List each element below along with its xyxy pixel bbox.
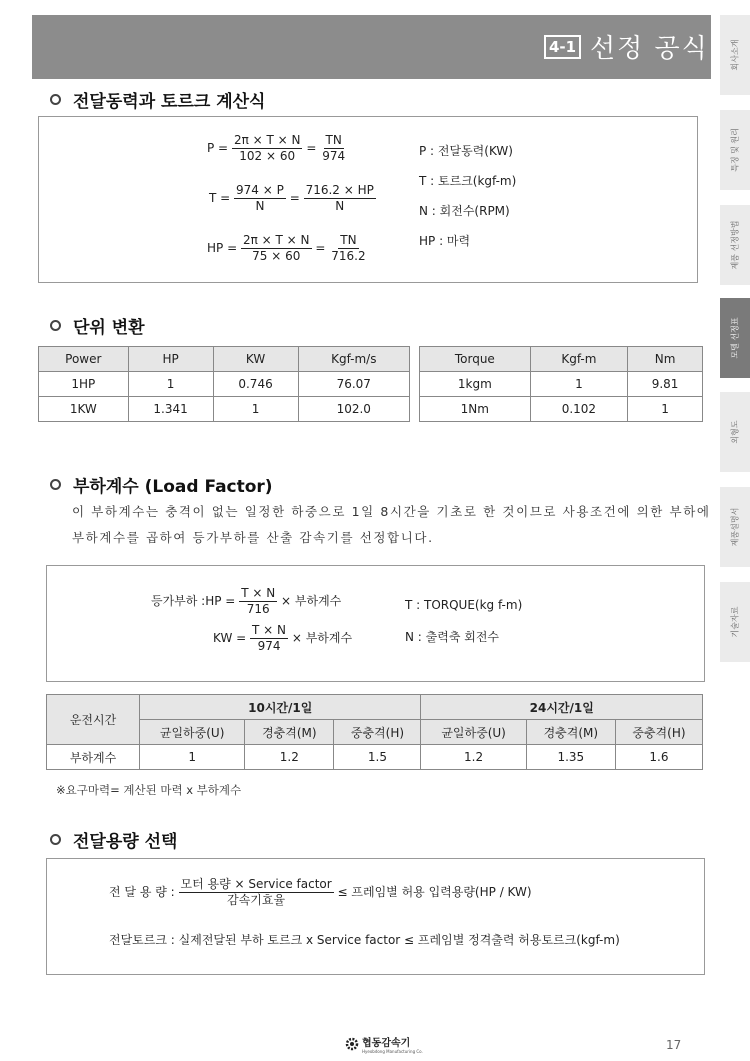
table-row: 1kgm 1 9.81 — [420, 372, 703, 397]
formula-box-2 — [46, 565, 705, 682]
note-required-power: ※요구마력= 계산된 마력 x 부하계수 — [56, 783, 242, 797]
formula-transmission-capacity: 전 달 용 량 : $\frac{\text{모터 용량 × Service factor}}{\text{감속기효율}}$ ≤ 프레임별 허용 입력용량(HP / KW) — [109, 877, 532, 907]
side-tab-tech-data[interactable]: 기술자료 — [720, 582, 750, 662]
footer-logo: 협동감속기 Hyeobdong Manufacturing Co. — [345, 1036, 423, 1055]
paragraph-line-1: 이 부하계수는 충격이 없는 일정한 하중으로 1일 8시간을 기초로 한 것이므로 사용조건에 의한 부하에 — [72, 504, 711, 519]
gear-icon — [345, 1036, 359, 1055]
table-header-row: Torque Kgf-m Nm — [420, 347, 703, 372]
section-title-unit-conversion: 단위 변환 — [50, 313, 145, 338]
legend-n: N : 회전수(RPM) — [419, 204, 510, 218]
header-bar — [32, 15, 711, 79]
side-tab-manual[interactable]: 제품설명서 — [720, 487, 750, 567]
table-row: 1Nm 0.102 1 — [420, 397, 703, 422]
legend-t: T : 토르크(kgf-m) — [419, 174, 517, 188]
legend-output-rpm: N : 출력축 회전수 — [405, 630, 500, 644]
torque-conversion-table — [419, 346, 703, 422]
side-tab-features[interactable]: 특징 및 원리 — [720, 110, 750, 190]
paragraph-line-2: 부하계수를 곱하여 등가부하를 산출 감속기를 선정합니다. — [72, 530, 434, 545]
formula-hp: HP = $\frac{2\pi \times T \times N}{75 \times 60}$ = $\frac{TN}{716.2}$ — [207, 233, 366, 263]
table-row: 1KW 1.341 1 102.0 — [39, 397, 410, 422]
legend-torque: T : TORQUE(kg f-m) — [405, 598, 523, 612]
legend-p: P : 전달동력(KW) — [419, 144, 513, 158]
table-subheader-row: 균일하중(U) 경충격(M) 중충격(H) 균일하중(U) 경충격(M) 중충격(H) — [47, 720, 703, 745]
power-conversion-table — [38, 346, 410, 422]
section-number: 4-1 — [544, 35, 581, 59]
bullet-icon — [50, 479, 61, 490]
formula-box-3 — [46, 858, 705, 975]
legend-hp: HP : 마력 — [419, 234, 471, 248]
section-title-power-torque: 전달동력과 토르크 계산식 — [50, 87, 265, 112]
side-tab-dimensions[interactable]: 외형도 — [720, 392, 750, 472]
table-header-row: Power HP KW Kgf-m/s — [39, 347, 410, 372]
group-10h: 10시간/1일 — [140, 695, 421, 720]
page-number: 17 — [666, 1038, 682, 1052]
formula-t: T = $\frac{974 \times P}{N}$ = $\frac{716.2 \times HP}{N}$ — [209, 183, 374, 213]
bullet-icon — [50, 320, 61, 331]
formula-p: P = $\frac{2\pi \times T \times N}{102 \times 60}$ = $\frac{TN}{974}$ — [207, 133, 346, 163]
page-title: 선정 공식 — [590, 34, 709, 64]
formula-equivalent-hp: 등가부하 :HP = $\frac{T \times N}{716}$ × 부하계수 — [151, 586, 342, 616]
table-row: 1HP 1 0.746 76.07 — [39, 372, 410, 397]
formula-transmission-torque: 전달토르크 : 실제전달된 부하 토르크 x Service factor ≤ 프레임별 정격출력 허용토르크(kgf-m) — [109, 933, 620, 947]
group-24h: 24시간/1일 — [421, 695, 703, 720]
load-factor-table — [46, 694, 703, 770]
table-row: 부하계수 1 1.2 1.5 1.2 1.35 1.6 — [47, 745, 703, 770]
section-title-load-factor: 부하계수 (Load Factor) — [50, 472, 273, 497]
section-title-capacity: 전달용량 선택 — [50, 827, 177, 852]
rowhead-operating-time: 운전시간 — [47, 695, 140, 745]
side-tab-company[interactable]: 회사소개 — [720, 15, 750, 95]
bullet-icon — [50, 94, 61, 105]
side-tab-model-selection[interactable]: 모델 선정표 — [720, 298, 750, 378]
formula-equivalent-kw: KW = $\frac{T \times N}{974}$ × 부하계수 — [213, 623, 353, 653]
formula-box-1 — [38, 116, 698, 283]
side-tab-selection-method[interactable]: 제품 선정방법 — [720, 205, 750, 285]
bullet-icon — [50, 834, 61, 845]
